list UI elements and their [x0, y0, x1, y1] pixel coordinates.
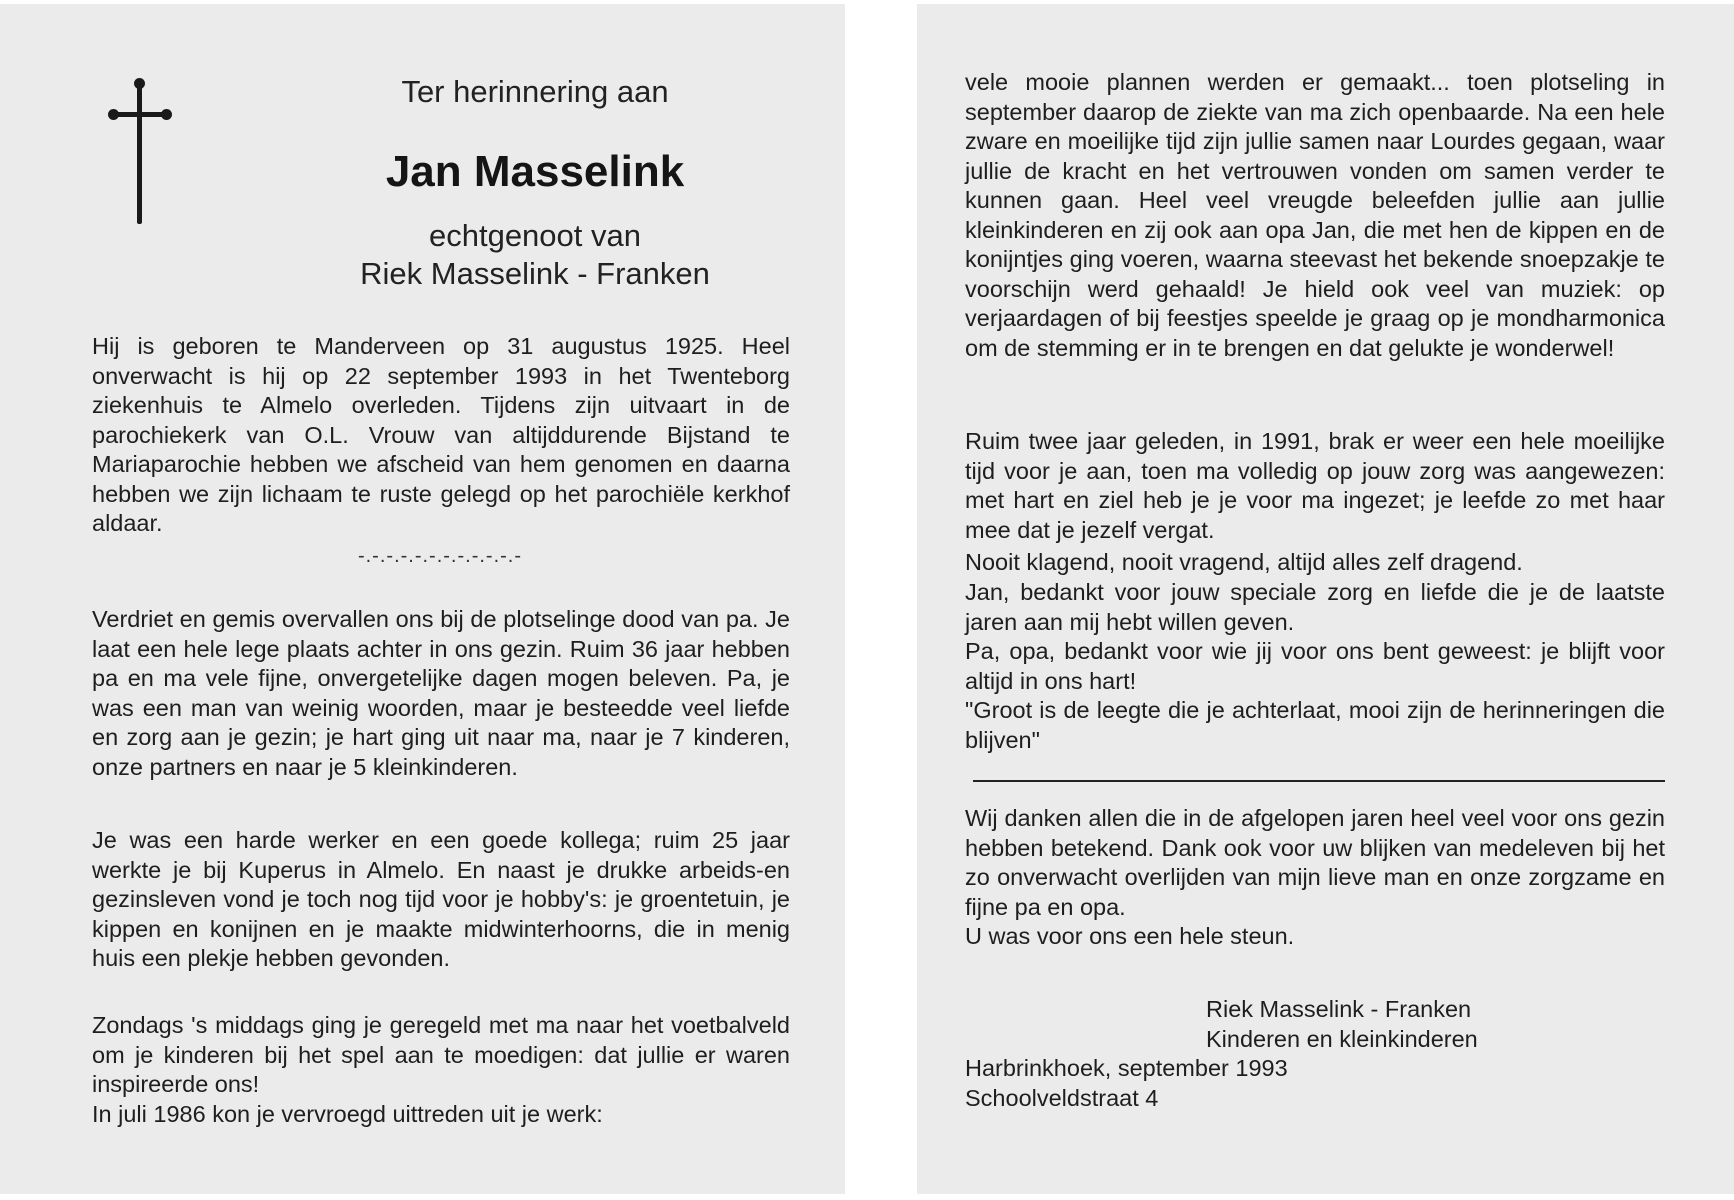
divider-line	[973, 780, 1665, 782]
memorial-card-left-page	[0, 4, 845, 1194]
birth-death-paragraph: Hij is geboren te Manderveen op 31 augustus 1925. Heel onverwacht is hij op 22 september 1993 in het Twenteborg ziekenhuis te Almelo overleden. Tijdens zijn uitvaart in de parochiekerk van O.L. Vrouw van altijddurende Bijstand te Mariaparochie hebben we afscheid van hem genomen en daarna hebben we zijn lichaam te ruste gelegd op het parochiële kerkhof aldaar.	[92, 333, 790, 536]
grief-paragraph: Verdriet en gemis overvallen ons bij de plotselinge dood van pa. Je laat een hele lege plaats achter in ons gezin. Ruim 36 jaar hebben pa en ma vele fijne, onvergetelijke dagen mogen beleven. Pa, je was een man van weinig woorden, maar je besteedde veel liefde en zorg aan je gezin; je hart ging uit naar ma, naar je 7 kinderen, onze partners en naar je 5 kleinkinderen.	[92, 606, 790, 780]
retirement-paragraph: In juli 1986 kon je vervroegd uittreden uit je werk:	[92, 1101, 603, 1127]
signature-line-1: Riek Masselink - Franken	[1206, 996, 1472, 1022]
signature-line-2: Kinderen en kleinkinderen	[1206, 1026, 1478, 1052]
quote-paragraph: "Groot is de leegte die je achterlaat, mooi zijn de herinneringen die blijven"	[965, 697, 1665, 753]
plans-paragraph: vele mooie plannen werden er gemaakt... toen plotseling in september daarop de ziekte van ma zich openbaarde. Na een hele zware en moeilijke tijd zijn jullie samen naar Lourdes gegaan, waar jullie de kracht en het vertrouwen vonden om samen verder te kunnen gaan. Heel veel vreugde beleefden jullie aan jullie kleinkinderen en zij ook aan opa Jan, die met hen de kippen en de konijntjes ging voeren, waarna steevast het bekende snoepzakje te voorschijn werd gehaald! Je hield ook veel van muziek: op verjaardagen of bij feestjes speelde je graag op je mondharmonica om de stemming er in te brengen en dat gelukte je wonderwel!	[965, 69, 1665, 361]
place-date: Harbrinkhoek, september 1993	[965, 1055, 1288, 1081]
thanks-last-line: U was voor ons een hele steun.	[965, 923, 1295, 949]
address: Schoolveldstraat 4	[965, 1085, 1159, 1111]
cross-icon	[112, 82, 168, 224]
thanks-paragraph: Wij danken allen die in de afgelopen jaren heel veel voor ons gezin hebben betekend. Dank ook voor uw blijken van medeleven bij het zo onverwacht overlijden van mijn lieve man en onze zorgzame en fijne pa en opa.	[965, 805, 1665, 920]
sundays-paragraph: Zondags 's middags ging je geregeld met ma naar het voetbalveld om je kinderen bij het spel aan te moedigen: dat jullie er waren inspireerde ons!	[92, 1012, 790, 1097]
deceased-name: Jan Masselink	[385, 147, 685, 196]
work-hobbies-paragraph: Je was een harde werker en een goede kollega; ruim 25 jaar werkte je bij Kuperus in Almelo. En naast je drukke arbeids-en gezinsleven vond je toch nog tijd voor je hobby's: je groentetuin, je kippen en konijnen en je maakte midwinterhoorns, die in menig huis een plekje hebben gevonden.	[92, 827, 790, 971]
dotted-separator: -.-.-.-.-.-.-.-.-.-.-.-	[357, 545, 523, 567]
intro-line: Ter herinnering aan	[401, 74, 669, 109]
spouse-relation	[310, 217, 760, 293]
relation-line: echtgenoot van	[428, 218, 641, 253]
care-paragraph: Ruim twee jaar geleden, in 1991, brak er weer een hele moeilijke tijd voor je aan, toen ma volledig op jouw zorg was aangewezen: met hart en ziel heb je je voor ma ingezet; je leefde zo met haar mee dat je jezelf vergat.	[965, 428, 1665, 543]
thank-you-jan-paragraph: Jan, bedankt voor jouw speciale zorg en liefde die je de laatste jaren aan mij hebt willen geven.	[965, 579, 1665, 635]
spouse-name: Riek Masselink - Franken	[360, 256, 710, 291]
thank-you-pa-paragraph: Pa, opa, bedankt voor wie jij voor ons bent geweest: je blijft voor altijd in ons hart!	[965, 638, 1665, 694]
motto-line: Nooit klagend, nooit vragend, altijd alles zelf dragend.	[965, 549, 1523, 575]
